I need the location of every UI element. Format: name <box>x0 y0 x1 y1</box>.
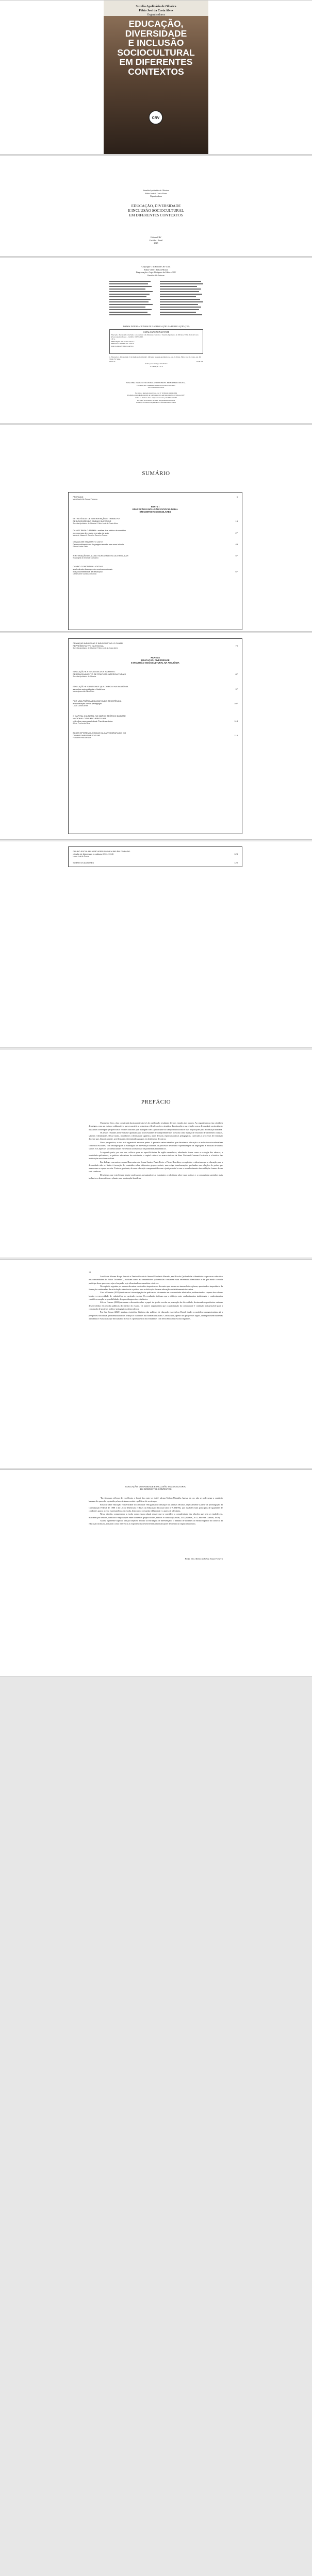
preface-paragraph: Em diálogo com autores como Boaventura de Sousa Santos, Paulo Freire e Pierre Bourdieu, os capítulos evidenciam que a educação para a diversidade não se limita à inserção de conteúdos sobre diferentes grupos sociais, mas exige transformações profundas nas relações de poder que atravessam o espaço escolar. Trata-se, portanto, de uma educação comprometida com a justiça social e com o reconhecimento das múltiplas formas de ser e de conhecer. <box>89 1160 223 1173</box>
toc-box-1 <box>68 492 242 630</box>
toc-title: CAMPO CONCEITUAL ADITIVO: <box>73 565 104 568</box>
catalog-heading-text: DADOS INTERNACIONAIS DE CATALOGAÇÃO NA PUBLICAÇÃO (CIP) <box>123 325 190 328</box>
toc-title-cont: REPRESENTATIVO NA ESCOLA <box>73 645 104 647</box>
toc-author: Maria Aparecida Silva Pinto <box>73 690 94 692</box>
half-title-editor-1: Suzeléa Apolinário de Oliveira <box>143 189 169 192</box>
page-scroll-spacer <box>0 1677 312 2576</box>
toc-author: Rosangela de Andrade Camacho <box>73 556 98 559</box>
toc-title-cont: NACIONAL COMUM CURRICULAR: <box>73 717 107 720</box>
toc-page: 87 <box>235 673 238 676</box>
toc-title-cont: Desenvolvimento da linguagem escrita nos anos iniciais <box>73 543 124 546</box>
toc-title: EDUCAÇÃO E IDENTIDADE QUILOMBOLA NA AMAZÔNIA <box>73 685 128 688</box>
preface-paragraph: Desejamos que esta leitura inspire professores, pesquisadores e estudantes a refletirem sobre suas práticas e a construírem caminhos mais inclusivos, democráticos e plurais para a educação brasileira. <box>89 1173 223 1180</box>
preface-page <box>0 1049 312 1258</box>
address-line-2: Proibida a reprodução parcial ou total desta obra sem autorização da Editora CRV <box>127 394 185 397</box>
cover-title-line-1: EDUCAÇÃO, <box>128 19 184 29</box>
toc-title: EDUCAÇÃO E A ECOLOGIA DOS SABERES: <box>73 670 116 673</box>
preface-paragraph: Nessa perspectiva, a obra está organizada em duas partes. A primeira reúne trabalhos que discutem a educação e a inclusão sociocultural em contextos escolares, com destaque para as estratégias de intervenção docente, os processos de ensino e aprendizagem da linguagem, a inclusão de alunos surdos e os aspectos socioemocionais envolvidos na resolução de problemas matemáticos. <box>89 1141 223 1150</box>
chapter-paragraph: Assim, o presente capítulo tem por objetivo discutir as estratégias de intervenção e o trabalho de docentes do ensino superior no contexto da educação inclusiva, tomando como referência as experiências desenvolvidas em instituições de ensino da região amazônica. <box>89 1519 223 1526</box>
toc-page: 27 <box>235 531 238 534</box>
part-2-subtitle-1: EDUCAÇÃO, DIVERSIDADE <box>141 659 170 662</box>
catalog-doi: DOI 10.24824/978652514470.6 <box>111 345 134 347</box>
preface-paragraph: No capítulo seguinte, os autores discutem os desafios impostos aos docentes que atuam em turmas heterogêneas, apontando a importância da formação continuada e da articulação entre teoria e prática para a efetivação de uma educação verdadeiramente inclusiva. <box>89 1284 223 1291</box>
toc-entry-10-cont-2 <box>73 720 238 722</box>
toc-title: POR UMA PRÁTICA EDUCATIVA DE RESISTÊNCIA <box>73 700 122 703</box>
chapter-signature: Profa. Dra. Maria Isabel de Souza Fonseca <box>185 1557 223 1560</box>
toc-box-3 <box>68 846 242 867</box>
copyright-page <box>0 258 312 423</box>
chapter-page <box>0 1469 312 1676</box>
toc-page: 107 <box>234 702 238 705</box>
preface-body <box>89 1122 223 1180</box>
toc-title: O CAPITAL CULTURAL NO MARCO TEÓRICO DA BASE <box>73 714 126 717</box>
toc-title-cont: CONHECIMENTO ESCOLAR <box>73 734 101 737</box>
half-title-year: 2023 <box>154 242 158 245</box>
chapter-title-line-2: EM DIFERENTES CONTEXTOS <box>140 1488 172 1490</box>
toc-title-cont: DESENVOLVIMENTO DE PRÁTICAS INTERCULTURAIS <box>73 673 126 676</box>
toc-title: GRUPO ESCOLAR JOSÉ VERÍSSIMO EM BELÉM DO PARÁ: <box>73 850 130 853</box>
toc-author: Lucas Leal de Sousa <box>73 855 89 857</box>
chapter-title <box>89 1485 223 1490</box>
preface-paragraph: A segunda parte, por sua vez, volta-se para as especificidades da região amazônica, abordando temas como a ecologia dos saberes, a identidade quilombola, as práticas educativas de resistência, o capital cultural no marco teórico da Base Nacional Comum Curricular e a história das instituições escolares no Pará. <box>89 1150 223 1160</box>
cover-title-line-5: EM DIFERENTES <box>119 57 193 67</box>
toc-page: 123 <box>234 853 238 855</box>
catalog-isbn-2: ISBN Físico 978-65-251-4470-6 <box>111 343 134 345</box>
toc-entry-9-cont <box>73 702 238 705</box>
toc-page: 97 <box>235 687 238 690</box>
toc-author: Lucas Cleiton Alves <box>73 705 88 707</box>
toc-box-2 <box>68 638 242 834</box>
chapter-paragraph: “Eu vim para reflexos de excelência, e fiquei fixo entre os dois”, afirma Nelson Mandela. Apesar da cor, não se pode negar a condição humana de quem foi oprimido pelas estruturas sociais e políticas de seu tempo. <box>89 1497 223 1503</box>
catalog-cdu: CDU 37 <box>109 360 116 363</box>
copyright-line-4: Revisão: Os Autores <box>147 274 165 277</box>
toc-title: BASES EPISTEMOLÓGICAS DA CARTOGRAFIA DO DO <box>73 732 126 735</box>
svg-text:CRV: CRV <box>152 116 160 120</box>
half-title-title <box>0 204 312 217</box>
page-number: 10 <box>89 1271 91 1274</box>
catalog-subjects: 1. Educação 2. Diversidade 3. Inclusão sociocultural I. Oliveira, Suzeléa Apolinário de. org. II. Alves, Fábio José da Costa. org. III. Título IV. Série. <box>109 356 202 361</box>
address-line-4: Tel.: (41) 3039-6418 – E-mail: sac@editoracrv.com.br <box>137 399 175 401</box>
summary-page-1 <box>0 425 312 632</box>
address-line-3: Todos os direitos desta edição reservados pela Editora CRV <box>135 396 177 399</box>
half-title-city: Curitiba - Brasil <box>149 239 163 242</box>
part-1-subtitle-1: EDUCAÇÃO E INCLUSÃO SOCIOCULTURAL <box>132 508 178 511</box>
toc-author: Edmar Xavier Pinto <box>73 546 88 548</box>
toc-author: Suzeléa Apolinário de Oliveira / Fábio José da Costa Alves <box>73 522 119 525</box>
part-2-title: PARTE II <box>151 656 160 659</box>
toc-title: CRIANÇAS INDÍGENAS E INDIGENISTAS: O OLHAR <box>73 642 123 645</box>
preface-continued-page <box>0 1259 312 1468</box>
summary-page-2 <box>0 633 312 840</box>
toc-page: 113 <box>234 719 238 722</box>
toc-page: 9 <box>236 496 238 498</box>
half-title-page <box>0 156 312 257</box>
toc-author: Carla Karine Cardoso Miranda <box>73 573 96 575</box>
toc-page: 129 <box>234 861 238 865</box>
toc-title-cont: no processo de ensino em sala de aula <box>73 531 109 534</box>
cover-title-line-2: DIVERSIDADE <box>125 28 187 39</box>
toc-page: 13 <box>235 520 238 523</box>
part-1-title: PARTE I <box>151 505 160 509</box>
catalog-index-item: 1. Educação – 370 <box>150 365 163 367</box>
cover-editors-role: Organizadores <box>147 13 165 16</box>
toc-title: A INTERAÇÃO DE ALUNO SURDO NA ESCOLA REGULAR <box>73 554 128 557</box>
catalog-entry: Educação, diversidade e inclusão sociocultural em diferentes contextos / Suzeléa Apolinário de Oliveira, Fábio José da Costa Alves (organizadores) – Curitiba : CRV, 2023. <box>111 333 199 338</box>
toc-title-cont: relação de lideranças e práticas (1901-1910) <box>73 853 114 855</box>
toc-author: Suzeléa Apolinário de Oliveira / Fábio José da Costa Alves <box>73 647 119 649</box>
preface-paragraph: Os textos reunidos neste volume apontam para a necessidade de compreendermos a escola como espaço de encontro de diferentes culturas, saberes e identidades. Desse modo, reconhecer a diversidade significa, antes de tudo, repensar práticas pedagógicas, currículos e processos de formação docente que, historicamente, privilegiaram determinados grupos em detrimento de outros. <box>89 1131 223 1141</box>
cover-title-line-6: CONTEXTOS <box>128 66 184 77</box>
half-title-line-3: EM DIFERENTES CONTEXTOS <box>129 213 183 217</box>
toc-page: 79 <box>235 645 238 647</box>
toc-title-cont: aspectos socioculturais e históricos <box>73 687 105 690</box>
toc-author: Arlete Pereira da Silva <box>73 722 90 724</box>
toc-title-cont: nos procedimentos de resolução <box>73 570 103 573</box>
half-title-role: Organizadores <box>150 195 162 198</box>
preface-paragraph: O presente livro, obra constituída basicamente através de publicação resultante de seus estudos dos autores. Ao organizarmos esta coletânea de artigos, com um esforço colaborativo, que reconstrói as primeiras reflexões sobre a temática da educação e sua relação com a diversidade sociocultural, buscamos contemplar perspectivas e recortes distintos que dialogam com a pluralidade do campo educacional e suas implicações para a formação humana. <box>89 1122 223 1131</box>
toc-author: Suzeléa Apolinário de Oliveira <box>73 675 96 678</box>
half-title-publisher: Editora CRV <box>151 236 161 239</box>
summary-heading: SUMÁRIO <box>142 470 170 477</box>
editorial-board-list <box>0 280 312 321</box>
toc-title: PREFÁCIO <box>73 496 84 498</box>
preface-paragraph: Silva e Gomes (2022) retomam a discussão sobre o papel da gestão escolar na promoção da diversidade, destacando experiências exitosas desenvolvidas em escolas públicas do interior do estado. Os autores argumentam que a participação da comunidade é condição indispensável para a construção de projetos político-pedagógicos democráticos. <box>89 1301 223 1310</box>
toc-title: DA VOZ PARA O ANIMAL: análise dos efeitos de sentidos <box>73 529 126 532</box>
toc-entry-8-cont <box>73 688 238 690</box>
toc-entry-3-cont <box>73 543 238 546</box>
toc-page: 67 <box>235 570 238 573</box>
half-title-line-2: E INCLUSÃO SOCIOCULTURAL <box>128 208 184 213</box>
toc-title: ESTRATÉGIAS DE INTERVENÇÃO E TRABALHO <box>73 517 120 520</box>
toc-title: SOBRE OS AUTORES <box>73 861 94 865</box>
cover-title-line-3: E INCLUSÃO <box>128 38 184 48</box>
toc-entry-12-cont <box>73 853 238 855</box>
website-link[interactable]: www.editoracrv.com.br <box>147 386 165 389</box>
catalog-pages: 130 p. <box>111 338 116 341</box>
cover-editor-2: Fábio José da Costa Alves <box>139 9 173 12</box>
law-note: ESTA OBRA TAMBÉM ENCONTRA-SE DISPONÍVEL EM FORMATO DIGITAL. <box>126 382 186 384</box>
preface-continued-body <box>89 1275 223 1320</box>
part-2-subtitle-2: E INCLUSÃO SOCIOCULTURAL NA AMAZÔNIA <box>131 662 179 665</box>
rights-line: CONHEÇA E COMPRE NOSSOS LIVROS NO SITE: <box>136 384 176 386</box>
cover-title <box>104 19 208 76</box>
cover-editor-1: Suzeléa Apolinário de Oliveira <box>136 5 176 8</box>
chapter-body <box>89 1497 223 1526</box>
toc-author: Maria de Nazareth Cordeiro Carneiro Franco <box>73 534 108 536</box>
preface-heading: PREFÁCIO <box>141 1099 171 1105</box>
catalog-cdd: CDD 370 <box>196 360 203 363</box>
preface-paragraph: Lucélia de Moraes Braga Bassalo e Denise Gorett do Amaral Machado Macedo, em “Escola Quilombola e identidade: o processo educativo nas comunidades do Baixo Tocantins”, analisam como as comunidades quilombolas constroem suas referências identitárias e de que modo a escola participa desse processo, seja reforçando, seja silenciando as memórias coletivas. <box>89 1275 223 1284</box>
preface-paragraph: Cruz e Ferreira (2021) dedicam-se à investigação das práticas de letramento em comunidades ribeirinhas, evidenciando a riqueza dos saberes locais e a necessidade de valorizá-los no currículo escolar. Os resultados indicam que o diálogo entre conhecimentos tradicionais e conhecimentos científicos amplia as possibilidades de aprendizagem dos estudantes. <box>89 1291 223 1301</box>
cover-page <box>0 0 312 155</box>
summary-page-3 <box>0 841 312 1048</box>
half-title-line-1: EDUCAÇÃO, DIVERSIDADE <box>131 204 181 208</box>
catalog-heading <box>109 325 203 328</box>
toc-author: Franciele Pinto da Silva <box>73 737 91 739</box>
toc-entry-11-cont <box>73 734 238 737</box>
toc-page: 43 <box>235 543 238 546</box>
cover-editors <box>104 5 208 17</box>
part-1-subtitle-2: EM CONTEXTOS ESCOLARES <box>139 511 171 514</box>
address-line-1: Foi feito o depósito legal conf. Lei nº 10.994 de 14/12/2004 <box>135 392 177 394</box>
catalog-subheading: CATALOGAÇÃO NA FONTE <box>143 331 170 333</box>
copyright-line-1: Copyright © da Editora CRV Ltda. <box>141 265 171 268</box>
copyright-line-3: Diagramação e Capa: Designers da Editora CRV <box>136 271 176 274</box>
chapter-paragraph: Estudos sobre educação e diversidade sociocultural vêm ganhando destaque nas últimas décadas, especialmente a partir da promulgação da Constituição Federal de 1988 e da Lei de Diretrizes e Bases da Educação Nacional (Lei nº 9.394/96), que estabeleceram princípios de igualdade de condições para o acesso e permanência na escola, bem como o respeito à liberdade e o apreço à tolerância. <box>89 1503 223 1513</box>
toc-page: 57 <box>235 554 238 557</box>
chapter-paragraph: Nessa direção, compreender a escola como espaço plural requer que se considere a complexidade das relações que nela se estabelecem, marcadas por tensões, conflitos e negociações entre diferentes grupos sociais, étnicos e culturais (Candau, 2012; Gomes, 2017; Moreira; Candau, 2008). <box>89 1513 223 1519</box>
toc-title-cont: a relevância dos aspectos socioemocionais <box>73 568 112 571</box>
address-line-5: Conheça os nossos lançamentos: www.editoracrv.com.br <box>136 401 176 404</box>
half-title-editor-2: Fábio José da Costa Alves <box>145 192 167 195</box>
catalog-box <box>109 329 203 354</box>
toc-title: OUÇAM-ME ENQUANTO LATO! <box>73 540 103 544</box>
catalog-isbn: ISBN Digital 978-65-251-4473-7 <box>111 340 135 343</box>
toc-entry-4[interactable] <box>73 554 238 557</box>
toc-entry-prefacio[interactable] <box>73 496 238 498</box>
chapter-title-line-1: EDUCAÇÃO, DIVERSIDADE E INCLUSÃO SOCIOCULTURAL <box>125 1485 186 1488</box>
toc-entry-5-cont-2 <box>73 570 238 573</box>
copyright-line-2: Editor-chefe: Railson Moura <box>144 268 168 271</box>
toc-title-cont: DE DOCENTES DO ENSINO SUPERIOR <box>73 520 111 523</box>
toc-author: Maria Isabel de Souza Fonseca <box>73 498 97 500</box>
cover-title-line-4: SOCIOCULTURAL <box>117 47 195 58</box>
toc-page: 119 <box>234 734 238 737</box>
toc-title-cont: reflexões para a sociedade Pan-Amazônica <box>73 719 113 722</box>
preface-paragraph: Por fim, Souza (2020) analisa a trajetória histórica das políticas de educação especial no Brasil, desde os modelos segregacionistas até a perspectiva inclusiva, problematizando os avanços e os limites das normativas atuais. Conclui que, apesar dos progressos legais, ainda persistem barreiras atitudinais e estruturais que dificultam o acesso e a permanência dos estudantes com deficiência nas escolas regulares. <box>89 1311 223 1320</box>
publisher-logo-icon <box>148 110 163 125</box>
toc-title-cont: e sua relação com a pedagogia <box>73 702 102 705</box>
toc-entry-sobre[interactable] <box>73 861 238 864</box>
catalog-index: Índice para catálogo sistemático <box>145 363 168 365</box>
